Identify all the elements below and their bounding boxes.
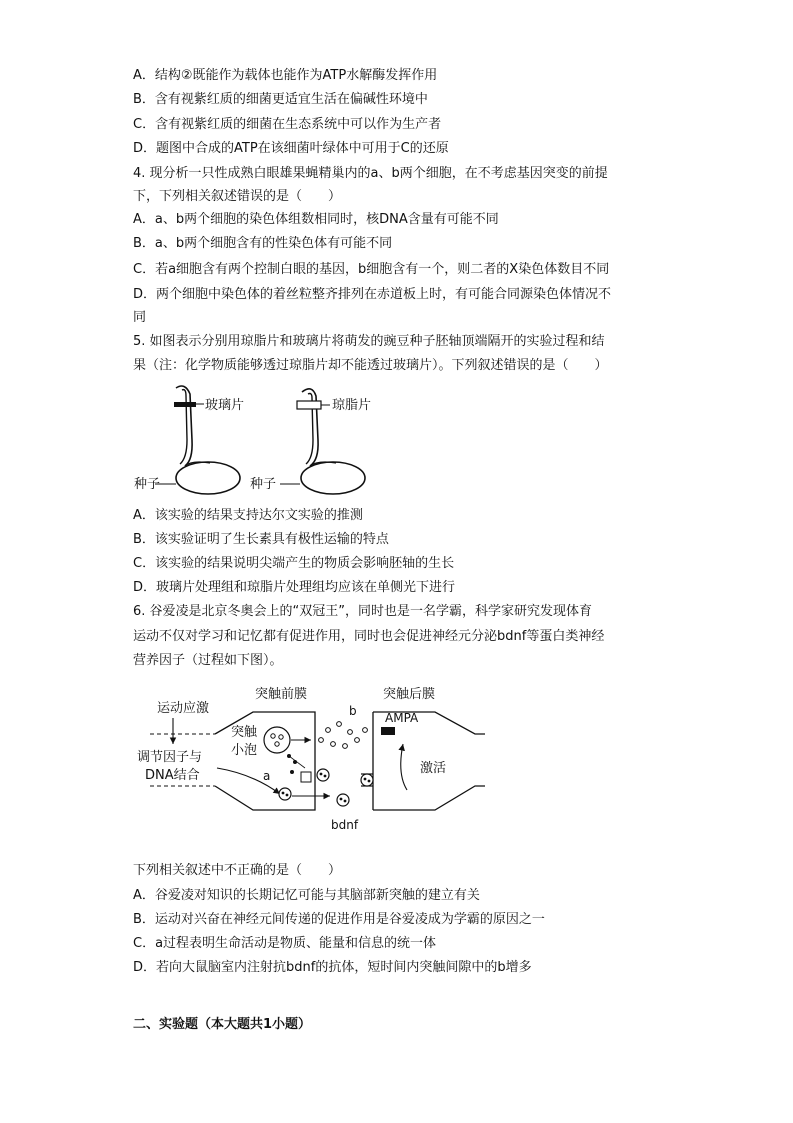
- label-bdnf: bdnf: [331, 818, 359, 832]
- label-agar: 琼脂片: [332, 398, 372, 413]
- q4-option-a: A．a、b两个细胞的染色体组数相同时，核DNA含量有可能不同: [133, 212, 499, 227]
- section2-heading: 二、实验题（本大题共1小题）: [133, 1017, 312, 1032]
- label-ampa: AMPA: [385, 711, 419, 725]
- q6-option-a: A．谷爱凌对知识的长期记忆可能与其脑部新突触的建立有关: [133, 888, 480, 903]
- glass-piece-mark: [174, 402, 196, 407]
- q6-question: 下列相关叙述中不正确的是（ ）: [133, 863, 342, 878]
- q6-stem-line3: 营养因子（过程如下图）。: [133, 653, 283, 668]
- label-activate: 激活: [420, 761, 447, 776]
- synapse-figure: [135, 682, 490, 832]
- label-seed-left: 种子: [134, 477, 161, 492]
- label-glass: 玻璃片: [205, 398, 245, 413]
- label-vesicle-2: 小泡: [231, 743, 258, 758]
- label-postsyn: 突触后膜: [383, 687, 436, 702]
- q5-stem-line1: 5. 如图表示分别用琼脂片和玻璃片将萌发的豌豆种子胚轴顶端隔开的实验过程和结: [133, 334, 605, 349]
- label-seed-right: 种子: [250, 477, 277, 492]
- q6-option-d: D．若向大鼠脑室内注射抗bdnf的抗体，短时间内突触间隙中的b增多: [133, 960, 532, 975]
- q4-option-b: B．a、b两个细胞含有的性染色体有可能不同: [133, 236, 393, 251]
- q3-option-a: A．结构②既能作为载体也能作为ATP水解酶发挥作用: [133, 68, 438, 83]
- label-regulator-2: DNA结合: [145, 768, 200, 783]
- label-presyn: 突触前膜: [255, 687, 308, 702]
- q3-option-d: D．题图中合成的ATP在该细菌叶绿体中可用于C的还原: [133, 141, 449, 156]
- q4-stem-line2: 下，下列相关叙述错误的是（ ）: [133, 189, 342, 204]
- q5-option-b: B．该实验证明了生长素具有极性运输的特点: [133, 532, 389, 547]
- q4-option-c: C．若a细胞含有两个控制白眼的基因，b细胞含有一个，则二者的X染色体数目不同: [133, 262, 610, 277]
- q5-option-a: A．该实验的结果支持达尔文实验的推测: [133, 508, 363, 523]
- postsyn-membrane-bottom: [373, 786, 485, 810]
- ampa-receptor: [381, 727, 395, 735]
- q4-option-d: D．两个细胞中染色体的着丝粒整齐排列在赤道板上时，有可能合同源染色体情况不: [133, 287, 612, 302]
- q4-stem-line1: 4. 现分析一只性成熟白眼雄果蝇精巢内的a、b两个细胞，在不考虑基因突变的前提: [133, 166, 608, 181]
- q3-option-b: B．含有视紫红质的细菌更适宜生活在偏碱性环境中: [133, 92, 428, 107]
- label-regulator-1: 调节因子与: [137, 750, 203, 765]
- agar-piece-mark: [297, 401, 321, 409]
- synaptic-vesicle: [264, 727, 290, 753]
- q6-stem-line1: 6. 谷爱凌是北京冬奥会上的“双冠王”，同时也是一名学霸，科学家研究发现体育: [133, 604, 593, 619]
- q3-option-c: C．含有视紫红质的细菌在生态系统中可以作为生产者: [133, 117, 442, 132]
- label-a: a: [263, 769, 271, 783]
- label-vesicle-1: 突触: [231, 725, 258, 740]
- q6-option-b: B．运动对兴奋在神经元间传递的促进作用是谷爱凌成为学霸的原因之一: [133, 912, 545, 927]
- q4-option-d-cont: 同: [133, 310, 147, 325]
- q6-stem-line2: 运动不仅对学习和记忆都有促进作用，同时也会促进神经元分泌bdnf等蛋白类神经: [133, 629, 605, 644]
- q6-option-c: C．a过程表明生命活动是物质、能量和信息的统一体: [133, 936, 437, 951]
- seedling-figure: [130, 380, 400, 500]
- q5-stem-line2: 果（注：化学物质能够透过琼脂片却不能透过玻璃片）。下列叙述错误的是（ ）: [133, 358, 608, 373]
- q5-option-d: D．玻璃片处理组和琼脂片处理组均应该在单侧光下进行: [133, 580, 456, 595]
- bdnf-released: [337, 794, 349, 806]
- bdnf-vesicle: [279, 788, 291, 800]
- label-b: b: [349, 704, 357, 718]
- q5-option-c: C．该实验的结果说明尖端产生的物质会影响胚轴的生长: [133, 556, 455, 571]
- label-exercise: 运动应激: [157, 701, 210, 716]
